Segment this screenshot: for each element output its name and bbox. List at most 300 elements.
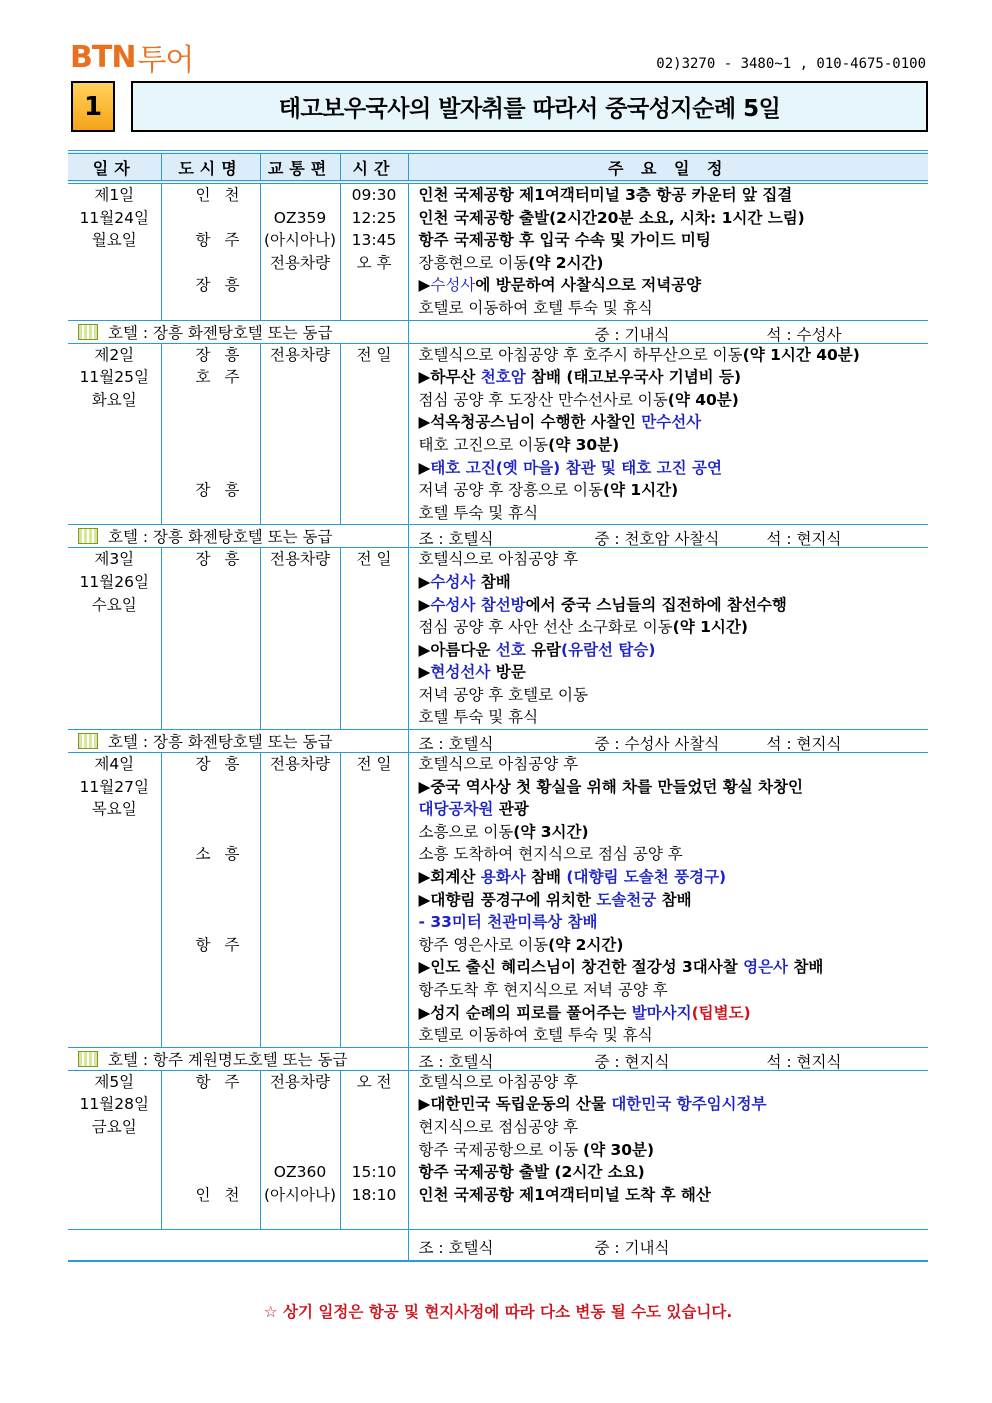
day-transport-line: 전용차량 [270,345,330,364]
header-date: 일자 [68,152,161,182]
schedule-line [409,684,929,707]
day-time-line [341,1093,408,1116]
schedule-text: 태호 고진으로 이동 [418,435,549,454]
schedule-line [409,184,929,207]
schedule-text: 방문 [490,663,526,682]
day-transport-line [261,616,340,639]
schedule-line [409,956,929,979]
day-time-line [341,889,408,912]
day-transport-line [261,434,340,457]
day-time-line [341,684,408,707]
meal-lunch: 중 : 기내식 [594,325,670,344]
schedule-text: ▶ [418,595,431,614]
schedule-line [409,502,929,525]
day-time-line: 전 일 [356,345,392,364]
schedule-text: (약 30분) [548,435,620,454]
contact-phone: 02)3270 - 3480~1 , 010-4675-0100 [656,56,926,72]
day-time-line [341,274,408,297]
day-transport-line [261,798,340,821]
day-city-line [176,911,260,934]
day-city-line: 장흥 [195,481,254,500]
day-transport-line [261,684,340,707]
schedule-line [409,229,929,252]
day-time-line: 12:25 [351,208,397,227]
schedule-line [409,1002,929,1025]
meals-cell [408,1047,928,1070]
schedule-line [409,1071,929,1094]
day-date-line: 제4일 [94,755,135,774]
meal-dinner: 석 : 현지식 [766,530,842,549]
schedule-line [409,706,929,729]
schedule-text: (약 3시간) [513,822,589,841]
day-transport-line [261,502,340,525]
day-transport-line [261,479,340,502]
schedule-line [409,434,929,457]
day-city-line [176,776,260,799]
header-time: 시간 [340,152,408,182]
day-transport-line [261,866,340,889]
day-city-line [176,684,260,707]
schedule-text: ▶대한민국 독립운동의 산물 [418,1095,612,1114]
day-transport-line [261,184,340,207]
schedule-text: 항주 영은사로 이동 [418,935,549,954]
day-transport-cell [260,548,340,730]
day-transport-line: 전용차량 [270,1072,330,1091]
day-city-line [176,1206,260,1229]
day-time-line [341,1024,408,1047]
day-city-line [176,1139,260,1162]
table-header-row [68,152,928,182]
schedule-line [409,798,929,821]
schedule-line [409,1024,929,1047]
logo-btn-text: BTN [70,39,136,75]
schedule-text: (대향림 도솔천 풍경구) [566,868,727,887]
day-city-line [176,889,260,912]
day-city-cell [161,1070,260,1229]
day-city-line [176,1093,260,1116]
schedule-text: (약 1시간) [672,618,748,637]
schedule-text: ▶회계산 [418,868,481,887]
day-date-line: 금요일 [91,1117,137,1136]
schedule-line [409,1139,929,1162]
day-schedule-cell [408,1070,928,1229]
day-transport-line [261,979,340,1002]
day-transport-line [261,911,340,934]
meals-cell [408,525,928,548]
schedule-text: 용화사 [480,868,526,887]
day-date-line: 제5일 [94,1072,135,1091]
hotel-building-icon [78,1051,98,1067]
day-city-line [176,706,260,729]
header-transport: 교통편 [260,152,340,182]
day-time-line [341,502,408,525]
day-date-line: 11월26일 [79,572,149,591]
day-city-line: 항주 [195,1072,254,1091]
day-city-line: 장흥 [195,755,254,774]
schedule-text: 참배 [788,958,824,977]
day-transport-line [261,776,340,799]
schedule-text: (약 30분) [583,1140,655,1159]
schedule-line [409,753,929,776]
day-transport-line [261,1116,340,1139]
day-transport-line [261,1093,340,1116]
schedule-line [409,297,929,320]
day-transport-line [261,1024,340,1047]
schedule-text: ▶성지 순례의 피로를 풀어주는 [418,1003,632,1022]
day-transport-line [261,1139,340,1162]
schedule-text: ▶하무산 [418,368,481,387]
schedule-text: 항주 국제공항으로 이동 [418,1140,584,1159]
day-city-line [176,457,260,480]
schedule-text: 호텔 투숙 및 휴식 [418,708,539,727]
meals-cell [408,730,928,753]
header-schedule: 주 요 일 정 [408,152,928,182]
meal-breakfast: 조 : 호텔식 [418,530,494,549]
day-city-line [176,571,260,594]
day-time-line [341,434,408,457]
schedule-text: 유람 [525,640,562,659]
hotel-name: 호텔 : 장흥 화젠탕호텔 또는 동급 [108,733,333,752]
day-city-line [176,434,260,457]
schedule-text: 대한민국 항주임시정부 [611,1095,767,1114]
day-time-line [341,798,408,821]
schedule-line [409,821,929,844]
meal-lunch: 중 : 수성사 사찰식 [594,735,720,754]
day-time-line [341,911,408,934]
schedule-line [409,548,929,571]
schedule-line [409,344,929,367]
hotel-meal-row [68,1229,928,1261]
day-transport-line [261,1002,340,1025]
hotel-building-icon [78,324,98,340]
schedule-line [409,571,929,594]
day-transport-cell [260,1070,340,1229]
day-date-line: 제2일 [94,345,135,364]
company-logo [70,39,194,78]
day-transport-line [261,956,340,979]
day-time-line [341,1116,408,1139]
day-time-line: 오 후 [356,253,392,272]
schedule-text: 호텔로 이동하여 호텔 투숙 및 휴식 [418,1026,653,1045]
day-date-cell [68,1070,161,1229]
day-city-line: 소흥 [195,845,254,864]
meal-breakfast: 조 : 호텔식 [418,1052,494,1071]
day-row [68,1070,928,1229]
day-time-cell [340,343,408,525]
schedule-line [409,979,929,1002]
schedule-text: 인천 국제공항 제1여객터미널 3층 항공 카운터 앞 집결 [418,186,793,204]
day-city-line [176,1116,260,1139]
day-transport-line [261,934,340,957]
schedule-text: (약 2시간) [528,253,604,272]
day-city-line: 인천 [195,186,254,204]
day-city-line [176,798,260,821]
day-city-line [176,866,260,889]
schedule-line [409,639,929,662]
day-city-line: 장흥 [195,550,254,569]
day-time-line [341,706,408,729]
day-time-line: 오 전 [356,1072,392,1091]
day-date-line: 제1일 [94,186,135,204]
day-transport-line [261,571,340,594]
day-row [68,548,928,730]
schedule-text: 호텔식으로 아침공양 후 [418,755,579,774]
schedule-text: 현지식으로 점심공양 후 [418,1117,579,1136]
day-time-line [341,661,408,684]
schedule-line [409,866,929,889]
day-date-line: 11월28일 [79,1095,149,1114]
day-time-line [341,1139,408,1162]
itinerary-table [68,150,928,1262]
schedule-text: ▶ [418,663,431,682]
day-transport-line [261,821,340,844]
schedule-line [409,889,929,912]
day-transport-line [261,1206,340,1229]
schedule-text: 저녁 공양 후 호텔로 이동 [418,685,588,704]
day-city-line [176,502,260,525]
day-schedule-cell [408,548,928,730]
day-time-line [341,979,408,1002]
day-date-line: 11월27일 [79,777,149,796]
day-city-line [176,616,260,639]
schedule-text: 호텔식으로 아침공양 후 호주시 하무산으로 이동 [418,345,743,364]
schedule-line [409,934,929,957]
schedule-text: 태호 고진(옛 마을) 참관 및 태호 고진 공연 [430,458,722,477]
schedule-text: ▶중국 역사상 첫 황실을 위해 차를 만들었던 황실 차창인 [418,777,803,796]
day-transport-line [261,889,340,912]
schedule-text: (약 2시간) [548,935,624,954]
day-row [68,182,928,320]
day-transport-line: (아시아나) [264,1185,336,1204]
schedule-text: 에서 중국 스님들의 집전하에 참선수행 [525,595,787,614]
page-title: 태고보우국사의 발자취를 따라서 중국성지순례 5일 [131,81,928,132]
meal-breakfast: 조 : 호텔식 [418,1238,494,1257]
schedule-text: ▶ [418,572,431,591]
day-time-line [341,934,408,957]
schedule-line [409,1206,929,1229]
day-date-cell [68,343,161,525]
hotel-meal-row [68,1047,928,1070]
day-city-line [176,207,260,230]
day-city-line [176,252,260,275]
notice-text: ☆ 상기 일정은 항공 및 현지사정에 따라 다소 변동 될 수도 있습니다. [263,1303,733,1321]
schedule-text: ▶인도 출신 혜리스님이 창건한 절강성 3대사찰 [418,958,744,977]
hotel-building-icon [78,528,98,544]
schedule-text: (약 1시간) [602,481,679,500]
day-city-cell [161,182,260,320]
schedule-line [409,616,929,639]
schedule-text: 소흥 도착하여 현지식으로 점심 공양 후 [418,845,683,864]
schedule-line [409,274,929,297]
day-transport-cell [260,182,340,320]
day-transport-line: (아시아나) [264,231,336,250]
schedule-line [409,911,929,934]
day-time-line [341,866,408,889]
day-city-line [176,821,260,844]
day-time-line: 전 일 [356,550,392,569]
day-time-line [341,843,408,866]
schedule-text: 장흥현으로 이동 [418,253,529,272]
schedule-text: 천호암 [480,368,526,387]
day-city-line [176,297,260,320]
day-schedule-cell [408,343,928,525]
day-time-line [341,389,408,412]
hotel-meal-row [68,320,928,343]
day-city-line [176,594,260,617]
schedule-line [409,594,929,617]
schedule-line [409,843,929,866]
day-time-line [341,457,408,480]
day-time-line [341,594,408,617]
day-transport-line [261,366,340,389]
day-time-line [341,1206,408,1229]
hotel-name: 호텔 : 항주 계원명도호텔 또는 동급 [108,1050,348,1069]
day-schedule-cell [408,753,928,1048]
day-transport-line: OZ360 [273,1163,327,1182]
day-transport-line [261,457,340,480]
day-transport-line [261,843,340,866]
schedule-text: 수성사 [430,276,476,295]
day-transport-line: 전용차량 [270,253,330,272]
day-date-cell [68,548,161,730]
schedule-text: 참배 (태고보우국사 기념비 등) [525,368,742,387]
day-date-line: 수요일 [91,595,137,614]
schedule-text: (팁별도) [691,1003,751,1022]
schedule-text: 선호 [495,640,526,659]
day-time-line [341,956,408,979]
day-transport-line [261,706,340,729]
schedule-text: 만수선사 [641,413,702,432]
meals-cell [408,1229,928,1261]
schedule-text: ▶아름다운 [418,640,496,659]
day-transport-line: 전용차량 [270,755,330,774]
day-city-line [176,661,260,684]
day-time-line [341,571,408,594]
schedule-text: 발마사지 [631,1003,692,1022]
day-city-line: 장흥 [195,276,254,295]
day-schedule-cell [408,182,928,320]
meal-lunch: 중 : 현지식 [594,1052,670,1071]
schedule-text: 에 방문하여 사찰식으로 저녁공양 [475,276,702,295]
schedule-text: 관광 [493,800,529,819]
schedule-text: (약 1시간 40분) [742,345,860,364]
day-time-line [341,411,408,434]
schedule-text: (약 40분) [667,390,739,409]
schedule-text: - 33미터 천관미륵상 참배 [418,913,598,932]
day-time-line [341,639,408,662]
meals-cell [408,320,928,343]
schedule-text: 인천 국제공항 출발(2시간20분 소요, 시차: 1시간 느림) [418,208,805,227]
day-city-line [176,389,260,412]
itinerary-number: 1 [71,81,115,132]
hotel-meal-row [68,730,928,753]
day-city-line [176,1161,260,1184]
schedule-text: 호텔식으로 아침공양 후 [418,550,579,569]
day-time-line [341,616,408,639]
day-city-line: 항주 [195,935,254,954]
day-city-line: 항주 [195,231,254,250]
day-time-cell [340,182,408,320]
schedule-text: 대당공차원 [418,800,494,819]
day-transport-cell [260,343,340,525]
day-time-line [341,821,408,844]
hotel-meal-row [68,525,928,548]
hotel-cell [68,525,408,548]
day-time-cell [340,753,408,1048]
day-city-line [176,1002,260,1025]
schedule-line [409,252,929,275]
day-transport-line [261,639,340,662]
schedule-text: 점심 공양 후 도장산 만수선사로 이동 [418,390,668,409]
day-city-line [176,411,260,434]
day-row [68,343,928,525]
schedule-text: 저녁 공양 후 장흥으로 이동 [418,481,603,500]
hotel-cell [68,320,408,343]
schedule-text: 호텔로 이동하여 호텔 투숙 및 휴식 [418,298,653,317]
day-city-line: 인천 [195,1185,254,1204]
meal-dinner: 석 : 현지식 [766,1052,842,1071]
hotel-cell [68,1229,408,1261]
schedule-line [409,776,929,799]
hotel-building-icon [78,733,98,749]
schedule-text: ▶ [418,458,431,477]
schedule-text: 도솔천궁 [596,890,657,909]
schedule-text: ▶ [418,276,431,295]
day-city-cell [161,753,260,1048]
schedule-text: 참배 [656,890,692,909]
day-time-cell [340,548,408,730]
meal-lunch: 중 : 기내식 [594,1238,670,1257]
meal-breakfast: 조 : 호텔식 [418,735,494,754]
schedule-line [409,366,929,389]
day-date-line: 11월25일 [79,368,149,387]
day-date-line: 제3일 [94,550,135,569]
day-city-cell [161,343,260,525]
meal-dinner: 석 : 수성사 [766,325,842,344]
day-time-line [341,776,408,799]
day-time-line: 전 일 [356,755,392,774]
day-transport-line [261,661,340,684]
day-transport-line [261,274,340,297]
schedule-line [409,1184,929,1207]
schedule-line [409,411,929,434]
day-time-cell [340,1070,408,1229]
day-transport-line: OZ359 [273,208,327,227]
hotel-cell [68,730,408,753]
day-time-line [341,479,408,502]
day-transport-line [261,411,340,434]
day-time-line: 09:30 [351,186,397,204]
day-time-line [341,297,408,320]
meal-dinner: 석 : 현지식 [766,735,842,754]
day-time-line: 15:10 [351,1163,397,1182]
schedule-text: 현성선사 [430,663,491,682]
day-city-line [176,979,260,1002]
schedule-line [409,207,929,230]
day-date-line: 월요일 [91,231,137,250]
schedule-text: ▶대향림 풍경구에 위치한 [418,890,597,909]
header-city: 도시명 [161,152,260,182]
day-transport-line [261,297,340,320]
schedule-text: ▶석옥청공스님이 수행한 사찰인 [418,413,642,432]
schedule-text: 수성사 참선방 [430,595,526,614]
day-time-line: 13:45 [351,231,397,250]
day-time-line [341,1002,408,1025]
schedule-line [409,1116,929,1139]
day-transport-line [261,389,340,412]
day-city-line: 호주 [195,368,254,387]
meal-lunch: 중 : 천호암 사찰식 [594,530,720,549]
